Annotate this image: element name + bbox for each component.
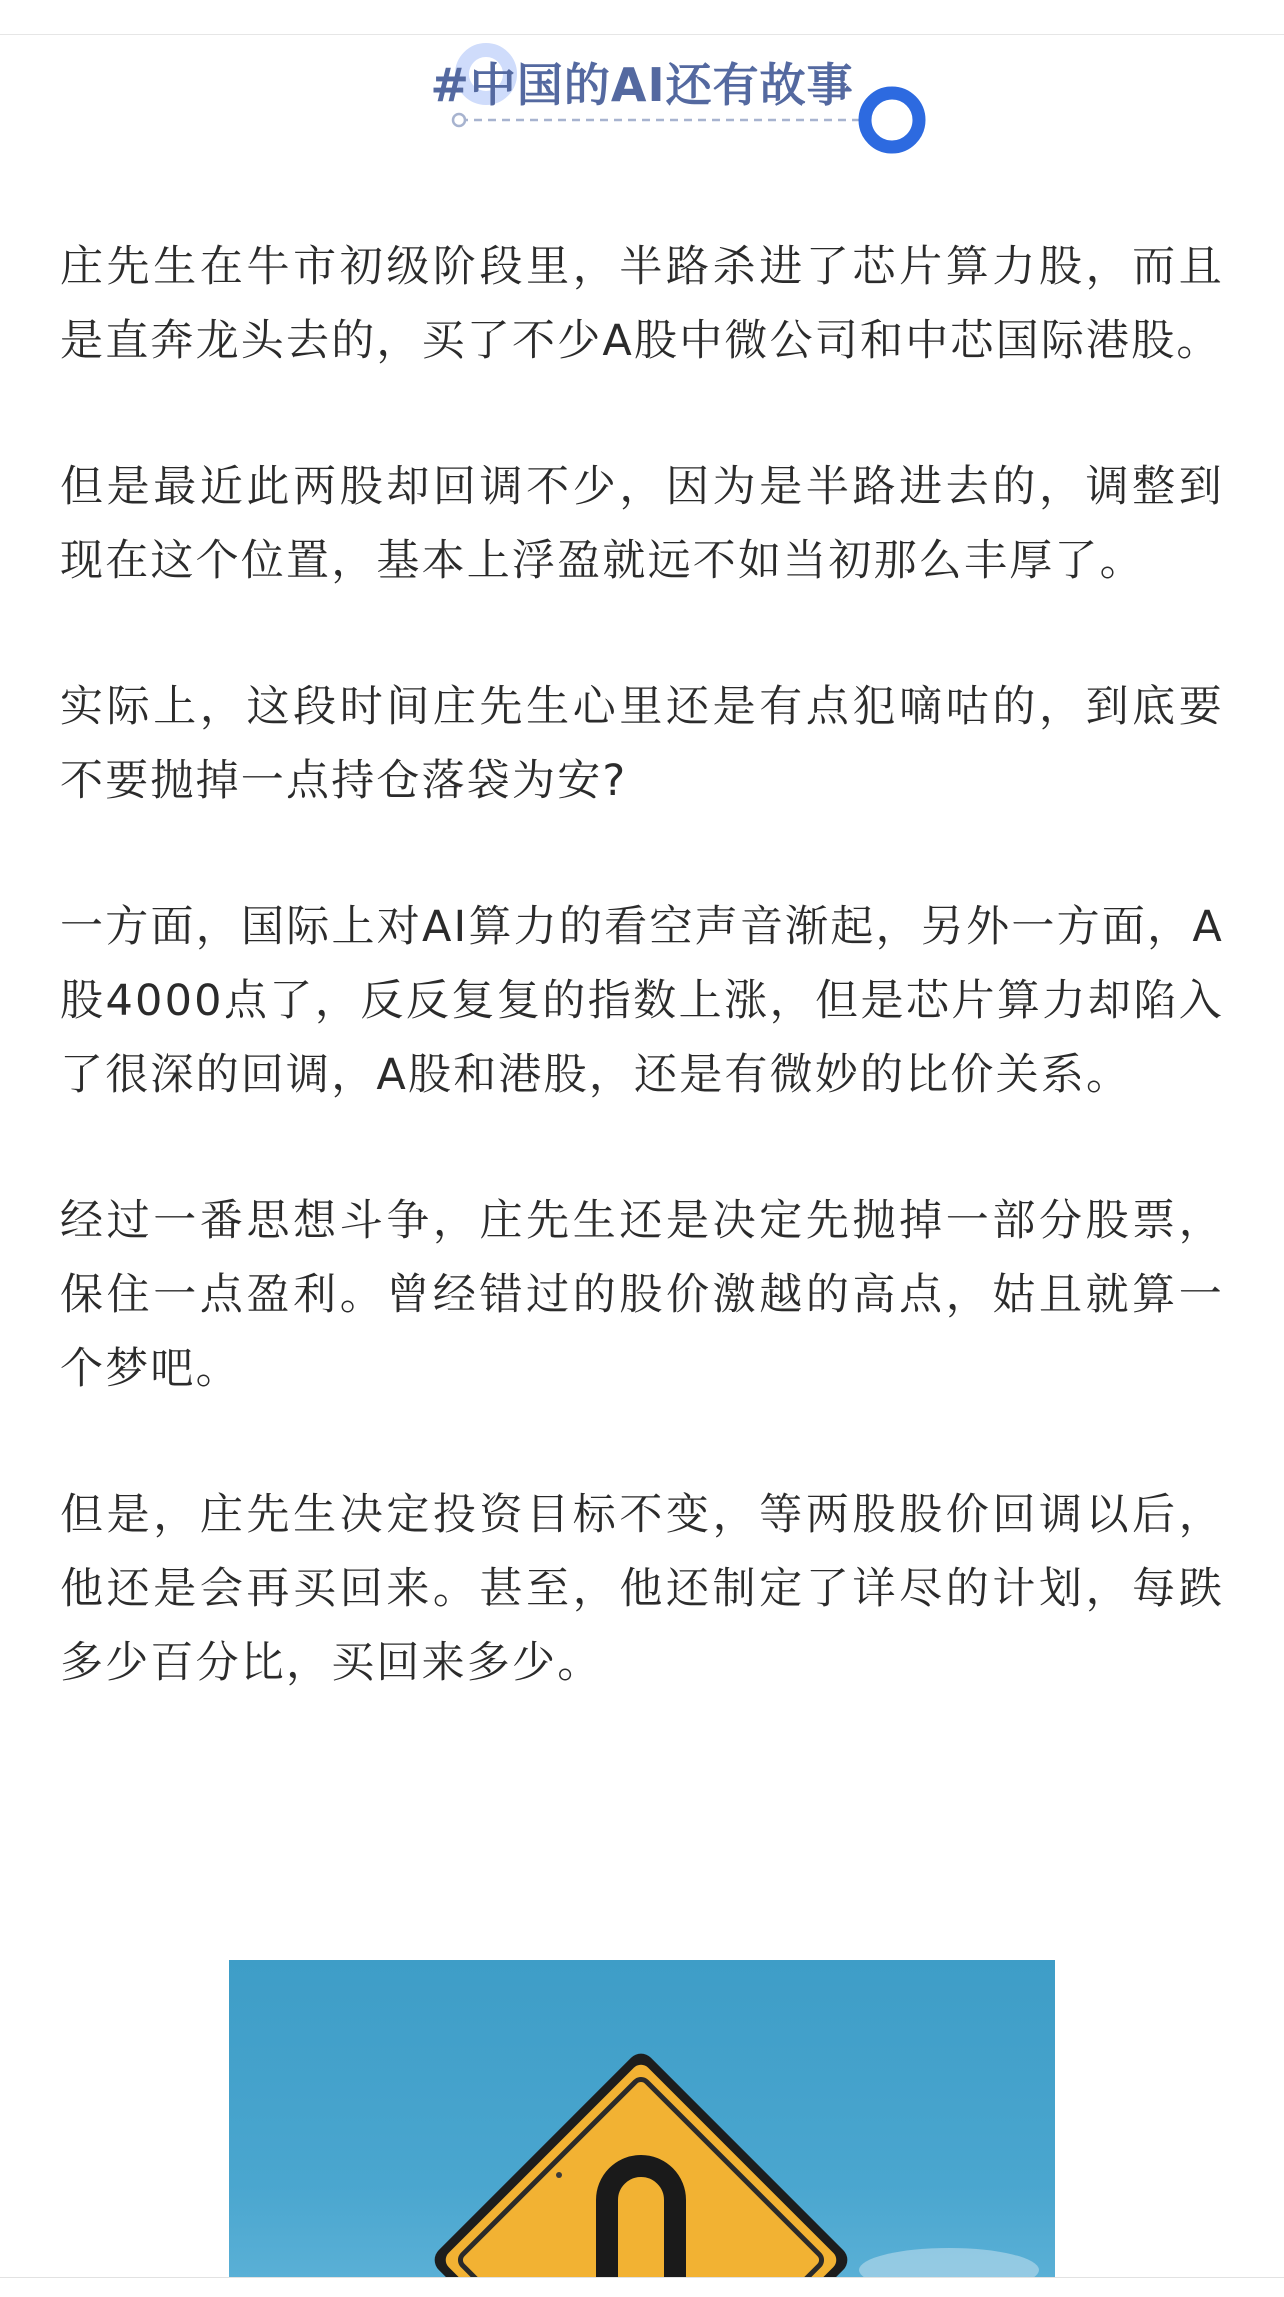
topic-title[interactable]: #中国的AI还有故事 [430,58,854,112]
paragraph: 但是，庄先生决定投资目标不变，等两股股价回调以后，他还是会再买回来。甚至，他还制定了详尽的计划，每跌多少百分比，买回来多少。 [60,1490,1224,1688]
paragraph: 经过一番思想斗争，庄先生还是决定先抛掉一部分股票，保住一点盈利。曾经错过的股价激越的高点，姑且就算一个梦吧。 [60,1196,1224,1394]
paragraph: 实际上，这段时间庄先生心里还是有点犯嘀咕的，到底要不要抛掉一点持仓落袋为安? [60,682,1224,806]
paragraph: 但是最近此两股却回调不少，因为是半路进去的，调整到现在这个位置，基本上浮盈就远不如当初那么丰厚了。 [60,462,1224,586]
paragraph: 庄先生在牛市初级阶段里，半路杀进了芯片算力股，而且是直奔龙头去的，买了不少A股中微公司和中芯国际港股。 [60,242,1224,366]
u-turn-sign-icon [229,1960,1055,2280]
topic-header[interactable] [0,20,1284,170]
article-image[interactable] [229,1960,1055,2280]
bottom-divider [0,2277,1284,2297]
paragraph: 一方面，国际上对AI算力的看空声音渐起，另外一方面，A股4000点了，反反复复的指数上涨，但是芯片算力却陷入了很深的回调，A股和港股，还是有微妙的比价关系。 [60,902,1224,1100]
underline-start-dot [453,114,465,126]
article-body [60,230,1224,1772]
